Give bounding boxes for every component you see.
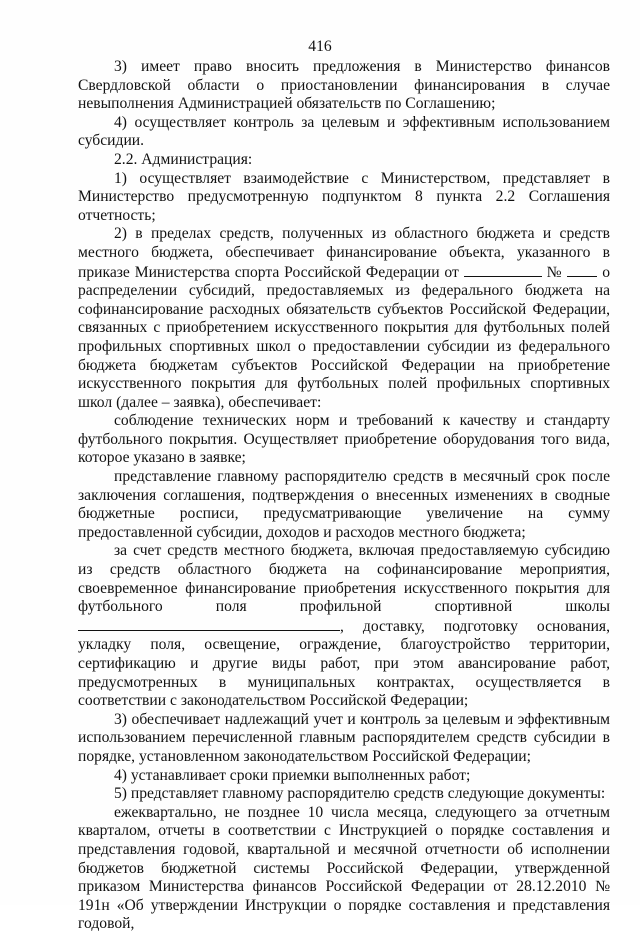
paragraph-8-part-a: за счет средств местного бюджета, включая предоставляемую субсидию из средств областного бюджета на софинансирование мероприятия, своевременное финансирование приобретения искусственного покрытия для футбольного поля профильной спортивной школы — [78, 542, 610, 616]
document-body — [78, 58, 610, 934]
order-number-blank — [567, 263, 597, 277]
page-number: 416 — [308, 38, 332, 55]
paragraph-8-part-b: , доставку, подготовку основания, укладку поля, освещение, ограждение, благоустройство территории, сертификацию и другие виды работ, при этом авансирование работ, предусмотренных в муниципальных контрактах, осуществляется в соответствии с законодательством Российской Федерации; — [78, 617, 610, 710]
section-heading-2-2: 2.2. Администрация: — [114, 150, 253, 168]
paragraph-4: 1) осуществляет взаимодействие с Министерством, представляет в Министерство предусмотренную подпунктом 8 пункта 2.2 Соглашения отчетность; — [78, 169, 610, 224]
paragraph-2: 4) осуществляет контроль за целевым и эффективным использованием субсидии. — [78, 113, 610, 150]
paragraph-12: ежеквартально, не позднее 10 числа месяца, следующего за отчетным кварталом, отчеты в соответствии с Инструкцией о порядке составления и представления годовой, квартальной и месячной отчетности об исполнении бюджетов бюджетной системы Российской Федерации, утвержденной приказом Министерства финансов Российской Федерации от 28.12.2010 № 191н «Об утверждении Инструкции о порядке составления и представления годовой, — [78, 803, 610, 933]
paragraph-1: 3) имеет право вносить предложения в Министерство финансов Свердловской области о приостановлении финансирования в случае невыполнения Администрацией обязательств по Соглашению; — [78, 58, 610, 113]
order-date-blank — [464, 263, 542, 277]
paragraph-6: соблюдение технических норм и требований к качеству и стандарту футбольного покрытия. Осуществляет приобретение оборудования того вида, которое указано в заявке; — [78, 412, 610, 467]
paragraph-5-part-a: 2) в пределах средств, полученных из областного бюджета и средств местного бюджета, обеспечивает финансирование объекта, указанного в приказе Министерства спорта Российской Федерации от — [78, 225, 610, 281]
paragraph-5-part-c: о распределении субсидий, предоставляемых из федерального бюджета на софинансирование расходных обязательств субъектов Российской Федерации, связанных с приобретением искусственного покрытия для футбольных полей профильных спортивных школ о предоставлении субсидии из федерального бюджета бюджетам субъектов Российской Федерации на приобретение искусственного покрытия для футбольных полей профильных спортивных школ (далее – заявка), обеспечивает: — [78, 263, 610, 411]
school-name-blank — [78, 617, 340, 631]
paragraph-5 — [78, 225, 610, 412]
paragraph-10: 4) устанавливает сроки приемки выполненных работ; — [114, 766, 471, 784]
paragraph-11: 5) представляет главному распорядителю средств следующие документы: — [114, 785, 606, 803]
paragraph-7: представление главному распорядителю средств в месячный срок после заключения соглашения, подтверждения о внесенных изменениях в сводные бюджетные росписи, предусматривающие увеличение на сумму предоставленной субсидии, доходов и расходов местного бюджета; — [78, 468, 610, 541]
number-sign: № — [546, 263, 563, 281]
paragraph-9: 3) обеспечивает надлежащий учет и контроль за целевым и эффективным использованием перечисленной главным распорядителем средств субсидии в порядке, установленном законодательством Российской Федерации; — [78, 710, 610, 765]
paragraph-8 — [78, 542, 610, 710]
